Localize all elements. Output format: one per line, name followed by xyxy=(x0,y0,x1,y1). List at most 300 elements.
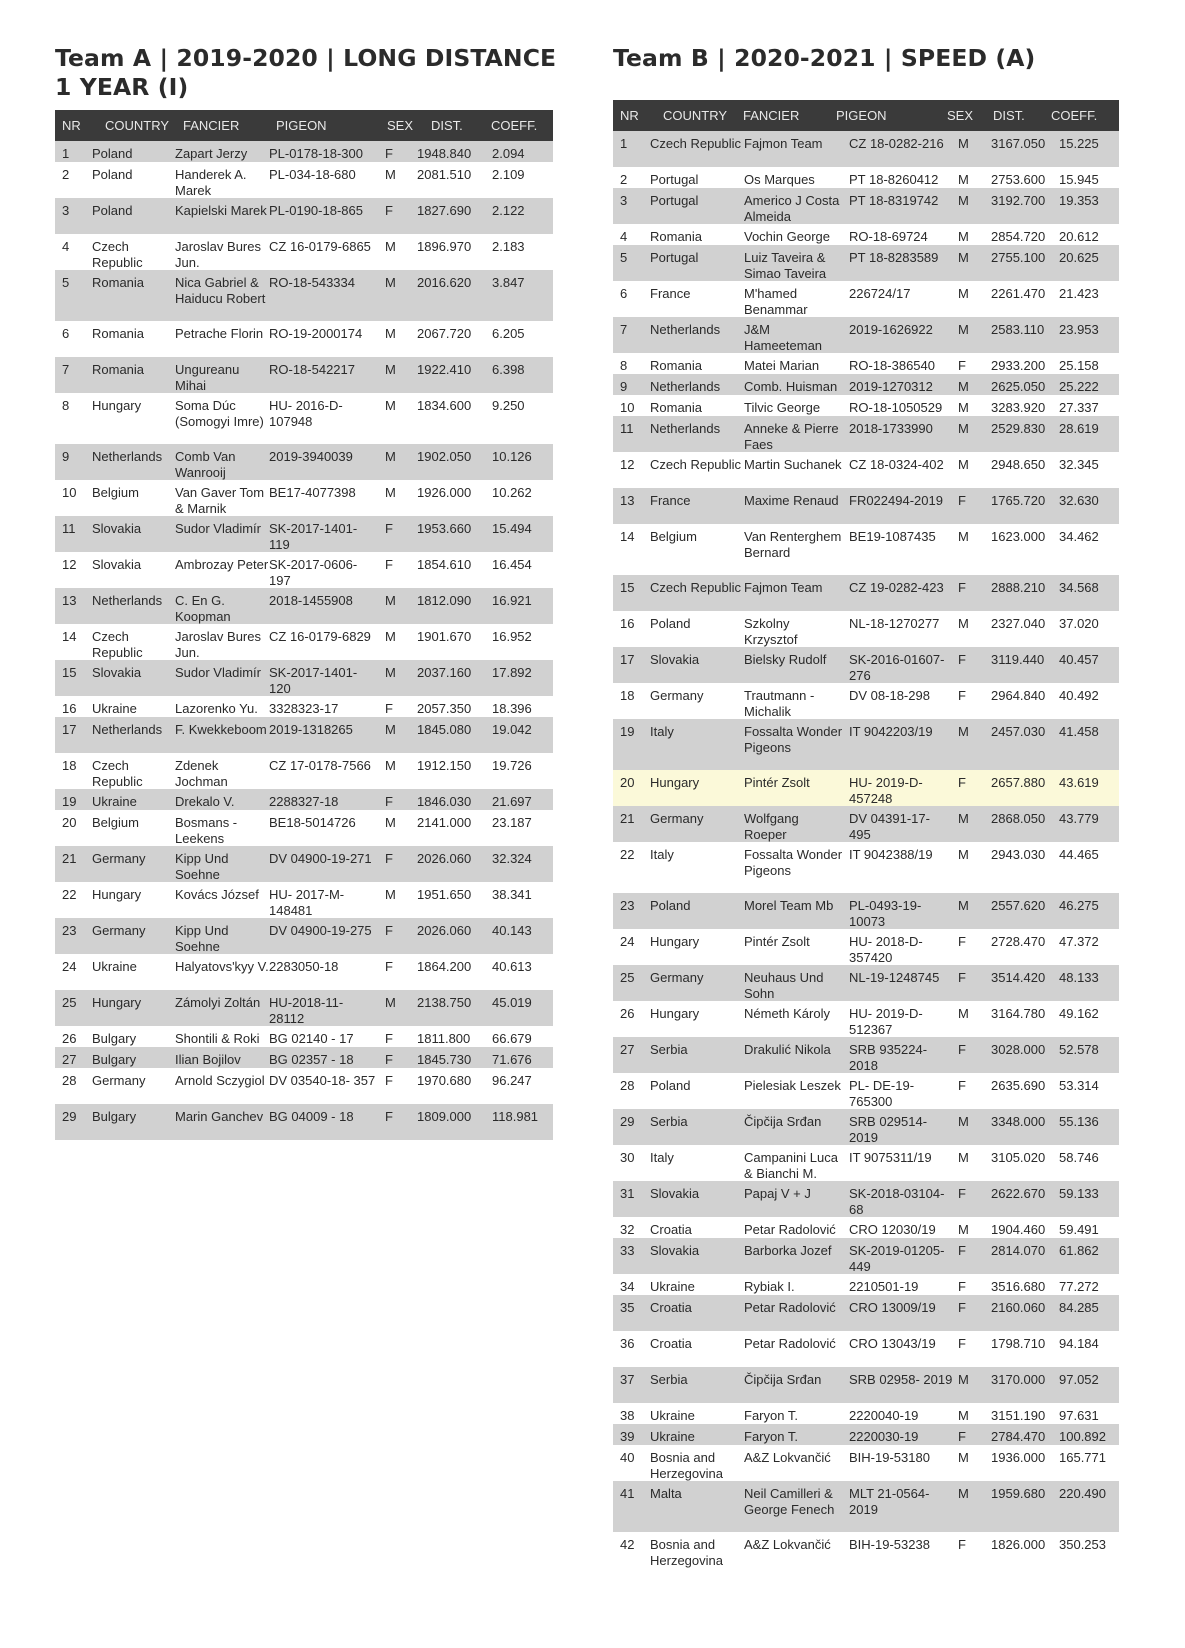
cell-sex: F xyxy=(385,959,393,974)
table-row xyxy=(613,353,1119,374)
cell-nr: 24 xyxy=(62,959,77,974)
cell-nr: 36 xyxy=(620,1336,635,1351)
cell-dist: 2261.470 xyxy=(991,286,1046,301)
cell-fancier: Rybiak I. xyxy=(744,1279,795,1294)
cell-pigeon: 2220040-19 xyxy=(849,1408,919,1423)
cell-fancier: Trautmann - Michalik xyxy=(744,688,815,719)
table-row xyxy=(613,842,1119,893)
cell-pigeon: RO-19-2000174 xyxy=(269,326,363,341)
cell-fancier: Luiz Taveira & Simao Taveira xyxy=(744,250,827,281)
cell-nr: 39 xyxy=(620,1429,635,1444)
cell-fancier: Wolfgang Roeper xyxy=(744,811,799,842)
cell-nr: 25 xyxy=(620,970,635,985)
cell-pigeon: SK-2018-03104- 68 xyxy=(849,1186,945,1217)
cell-fancier: J&M Hameeteman xyxy=(744,322,823,353)
cell-fancier: Neil Camilleri & George Fenech xyxy=(744,1486,835,1517)
cell-nr: 13 xyxy=(62,593,77,608)
cell-coeff: 6.398 xyxy=(492,362,525,377)
table-row xyxy=(613,893,1119,929)
cell-coeff: 15.945 xyxy=(1059,172,1099,187)
cell-coeff: 19.726 xyxy=(492,758,532,773)
cell-dist: 1926.000 xyxy=(417,485,472,500)
cell-country: Portugal xyxy=(650,193,699,208)
table-row xyxy=(613,281,1119,317)
cell-dist: 3028.000 xyxy=(991,1042,1046,1057)
cell-country: Netherlands xyxy=(92,593,163,608)
cell-dist: 2138.750 xyxy=(417,995,472,1010)
cell-country: Romania xyxy=(650,229,703,244)
cell-fancier: Vochin George xyxy=(744,229,831,244)
cell-sex: M xyxy=(385,449,396,464)
table-row xyxy=(55,1104,553,1140)
cell-sex: F xyxy=(385,701,393,716)
cell-nr: 17 xyxy=(620,652,635,667)
table-row xyxy=(55,321,553,357)
cell-pigeon: PT 18-8260412 xyxy=(849,172,939,187)
cell-coeff: 38.341 xyxy=(492,887,532,902)
cell-country: Czech Republic xyxy=(92,239,143,270)
cell-nr: 16 xyxy=(62,701,77,716)
cell-nr: 2 xyxy=(620,172,628,187)
cell-pigeon: SK-2017-1401- 119 xyxy=(269,521,358,552)
cell-country: Poland xyxy=(650,616,691,631)
cell-fancier: Pielesiak Leszek xyxy=(744,1078,841,1093)
cell-fancier: Sudor Vladimír xyxy=(175,665,261,680)
cell-nr: 19 xyxy=(62,794,77,809)
cell-pigeon: RO-18-386540 xyxy=(849,358,935,373)
cell-fancier: Soma Dúc (Somogyi Imre) xyxy=(175,398,264,429)
cell-nr: 28 xyxy=(620,1078,635,1093)
cell-pigeon: BIH-19-53180 xyxy=(849,1450,930,1465)
cell-sex: F xyxy=(385,557,393,572)
cell-dist: 1846.030 xyxy=(417,794,472,809)
cell-dist: 2037.160 xyxy=(417,665,472,680)
cell-dist: 2067.720 xyxy=(417,326,472,341)
cell-fancier: Pintér Zsolt xyxy=(744,934,810,949)
cell-country: Belgium xyxy=(92,815,139,830)
table-row xyxy=(613,647,1119,683)
cell-dist: 2814.070 xyxy=(991,1243,1046,1258)
cell-fancier: Faryon T. xyxy=(744,1408,798,1423)
header-dist: DIST. xyxy=(993,108,1025,123)
cell-fancier: Faryon T. xyxy=(744,1429,798,1444)
cell-country: Ukraine xyxy=(92,794,137,809)
cell-dist: 2081.510 xyxy=(417,167,472,182)
cell-country: Netherlands xyxy=(92,722,163,737)
cell-sex: M xyxy=(958,1408,969,1423)
cell-pigeon: 2019-1626922 xyxy=(849,322,933,337)
cell-coeff: 77.272 xyxy=(1059,1279,1099,1294)
cell-sex: F xyxy=(385,1052,393,1067)
cell-dist: 2948.650 xyxy=(991,457,1046,472)
table-row xyxy=(613,1001,1119,1037)
cell-sex: M xyxy=(958,229,969,244)
team-a-title xyxy=(55,44,556,102)
cell-pigeon: BE17-4077398 xyxy=(269,485,356,500)
cell-country: Slovakia xyxy=(650,1186,700,1201)
cell-country: Germany xyxy=(92,923,146,938)
cell-coeff: 9.250 xyxy=(492,398,525,413)
cell-pigeon: 226724/17 xyxy=(849,286,911,301)
cell-fancier: Campanini Luca & Bianchi M. xyxy=(744,1150,838,1181)
table-row xyxy=(55,162,553,198)
cell-coeff: 97.052 xyxy=(1059,1372,1099,1387)
table-row xyxy=(613,965,1119,1001)
cell-fancier: A&Z Lokvančić xyxy=(744,1537,831,1552)
cell-pigeon: SK-2019-01205- 449 xyxy=(849,1243,945,1274)
cell-pigeon: SK-2017-0606- 197 xyxy=(269,557,358,588)
cell-fancier: Van Gaver Tom & Marnik xyxy=(175,485,265,516)
cell-fancier: Bielsky Rudolf xyxy=(744,652,827,667)
cell-country: Ukraine xyxy=(92,959,137,974)
cell-pigeon: SK-2017-1401- 120 xyxy=(269,665,358,696)
cell-country: Italy xyxy=(650,847,674,862)
cell-fancier: Comb Van Wanrooij xyxy=(175,449,236,480)
cell-coeff: 52.578 xyxy=(1059,1042,1099,1057)
cell-pigeon: PT 18-8319742 xyxy=(849,193,939,208)
cell-sex: F xyxy=(958,688,966,703)
cell-coeff: 2.183 xyxy=(492,239,525,254)
cell-fancier: A&Z Lokvančić xyxy=(744,1450,831,1465)
cell-dist: 2160.060 xyxy=(991,1300,1046,1315)
cell-fancier: Kapielski Marek xyxy=(175,203,267,218)
table-row xyxy=(613,452,1119,488)
cell-nr: 11 xyxy=(620,421,634,436)
cell-country: Bulgary xyxy=(92,1031,137,1046)
cell-coeff: 41.458 xyxy=(1059,724,1099,739)
cell-sex: F xyxy=(385,851,393,866)
cell-fancier: Maxime Renaud xyxy=(744,493,839,508)
cell-sex: M xyxy=(958,1114,969,1129)
cell-sex: F xyxy=(385,146,393,161)
cell-dist: 1896.970 xyxy=(417,239,472,254)
cell-dist: 3514.420 xyxy=(991,970,1046,985)
cell-coeff: 220.490 xyxy=(1059,1486,1106,1501)
cell-country: Serbia xyxy=(650,1042,688,1057)
cell-pigeon: CZ 19-0282-423 xyxy=(849,580,944,595)
cell-pigeon: BIH-19-53238 xyxy=(849,1537,930,1552)
cell-pigeon: 2283050-18 xyxy=(269,959,339,974)
cell-pigeon: NL-19-1248745 xyxy=(849,970,940,985)
cell-coeff: 40.492 xyxy=(1059,688,1099,703)
cell-nr: 6 xyxy=(62,326,70,341)
cell-fancier: Matei Marian xyxy=(744,358,820,373)
cell-coeff: 94.184 xyxy=(1059,1336,1099,1351)
cell-nr: 20 xyxy=(62,815,77,830)
table-row xyxy=(55,270,553,321)
cell-fancier: Anneke & Pierre Faes xyxy=(744,421,839,452)
cell-fancier: Handerek A. Marek xyxy=(175,167,247,198)
cell-dist: 2868.050 xyxy=(991,811,1046,826)
cell-country: Germany xyxy=(650,811,704,826)
cell-dist: 1845.730 xyxy=(417,1052,472,1067)
header-sex: SEX xyxy=(387,118,414,133)
cell-fancier: Pintér Zsolt xyxy=(744,775,810,790)
cell-fancier: Sudor Vladimír xyxy=(175,521,261,536)
table-row xyxy=(613,1145,1119,1181)
cell-pigeon: RO-18-542217 xyxy=(269,362,355,377)
cell-fancier: Marin Ganchev xyxy=(175,1109,264,1124)
cell-nr: 4 xyxy=(620,229,628,244)
cell-dist: 1845.080 xyxy=(417,722,472,737)
cell-pigeon: IT 9042388/19 xyxy=(849,847,933,862)
cell-country: Bosnia and Herzegovina xyxy=(650,1450,723,1481)
cell-nr: 6 xyxy=(620,286,628,301)
cell-fancier: Van Renterghem Bernard xyxy=(744,529,842,560)
table-row xyxy=(55,1068,553,1104)
cell-country: Croatia xyxy=(650,1336,692,1351)
cell-fancier: Drakulić Nikola xyxy=(744,1042,831,1057)
cell-pigeon: 2288327-18 xyxy=(269,794,339,809)
cell-nr: 4 xyxy=(62,239,70,254)
cell-country: Romania xyxy=(650,358,703,373)
cell-nr: 21 xyxy=(62,851,77,866)
header-country: COUNTRY xyxy=(105,118,170,133)
cell-country: Czech Republic xyxy=(92,629,143,660)
table-row xyxy=(613,770,1119,806)
cell-country: Bulgary xyxy=(92,1109,137,1124)
cell-coeff: 3.847 xyxy=(492,275,525,290)
table-row xyxy=(613,188,1119,224)
cell-pigeon: CZ 18-0282-216 xyxy=(849,136,944,151)
cell-fancier: Zdenek Jochman xyxy=(175,758,228,789)
cell-fancier: C. En G. Koopman xyxy=(175,593,231,624)
cell-sex: M xyxy=(958,286,969,301)
cell-dist: 2026.060 xyxy=(417,923,472,938)
cell-dist: 1765.720 xyxy=(991,493,1046,508)
table-row xyxy=(55,717,553,753)
cell-nr: 19 xyxy=(620,724,635,739)
cell-pigeon: FR022494-2019 xyxy=(849,493,943,508)
cell-fancier: Kovács József xyxy=(175,887,259,902)
cell-coeff: 58.746 xyxy=(1059,1150,1099,1165)
cell-country: Poland xyxy=(92,146,133,161)
team-a-table xyxy=(55,110,553,1140)
cell-coeff: 118.981 xyxy=(492,1109,539,1124)
cell-coeff: 71.676 xyxy=(492,1052,532,1067)
cell-dist: 2327.040 xyxy=(991,616,1046,631)
cell-coeff: 84.285 xyxy=(1059,1300,1099,1315)
cell-sex: M xyxy=(385,887,396,902)
cell-pigeon: CZ 17-0178-7566 xyxy=(269,758,371,773)
cell-coeff: 34.568 xyxy=(1059,580,1099,595)
cell-country: Portugal xyxy=(650,250,699,265)
cell-country: France xyxy=(650,286,691,301)
cell-dist: 1936.000 xyxy=(991,1450,1046,1465)
cell-pigeon: RO-18-1050529 xyxy=(849,400,943,415)
cell-fancier: Papaj V + J xyxy=(744,1186,811,1201)
cell-country: Bosnia and Herzegovina xyxy=(650,1537,723,1568)
cell-sex: F xyxy=(385,1109,393,1124)
cell-coeff: 25.222 xyxy=(1059,379,1099,394)
cell-sex: F xyxy=(385,203,393,218)
table-row xyxy=(55,810,553,846)
header-country: COUNTRY xyxy=(663,108,728,123)
cell-sex: F xyxy=(958,1042,966,1057)
cell-dist: 2784.470 xyxy=(991,1429,1046,1444)
cell-nr: 8 xyxy=(62,398,70,413)
cell-sex: M xyxy=(958,724,969,739)
cell-nr: 1 xyxy=(62,146,70,161)
cell-country: Ukraine xyxy=(650,1279,695,1294)
cell-dist: 1809.000 xyxy=(417,1109,472,1124)
cell-dist: 2964.840 xyxy=(991,688,1046,703)
cell-dist: 1623.000 xyxy=(991,529,1046,544)
cell-pigeon: DV 04900-19-271 xyxy=(269,851,372,866)
cell-sex: M xyxy=(958,250,969,265)
cell-country: Hungary xyxy=(92,887,142,902)
table-row xyxy=(613,167,1119,188)
table-row xyxy=(55,444,553,480)
cell-sex: M xyxy=(958,1450,969,1465)
cell-coeff: 59.491 xyxy=(1059,1222,1099,1237)
cell-nr: 5 xyxy=(62,275,70,290)
cell-coeff: 21.423 xyxy=(1059,286,1099,301)
cell-nr: 3 xyxy=(62,203,70,218)
cell-country: Hungary xyxy=(92,398,142,413)
cell-sex: F xyxy=(385,1031,393,1046)
cell-country: Netherlands xyxy=(92,449,163,464)
cell-fancier: Neuhaus Und Sohn xyxy=(744,970,824,1001)
cell-coeff: 48.133 xyxy=(1059,970,1099,985)
cell-fancier: Ambrozay Peter xyxy=(175,557,269,572)
table-row xyxy=(613,395,1119,416)
cell-coeff: 2.122 xyxy=(492,203,525,218)
cell-pigeon: MLT 21-0564- 2019 xyxy=(849,1486,930,1517)
team-b-title-line1: Team B | 2020-2021 | SPEED (A) xyxy=(613,44,1036,72)
cell-coeff: 66.679 xyxy=(492,1031,532,1046)
cell-dist: 2854.720 xyxy=(991,229,1046,244)
cell-pigeon: 2220030-19 xyxy=(849,1429,919,1444)
cell-country: Slovakia xyxy=(650,1243,700,1258)
table-row xyxy=(613,1073,1119,1109)
table-row xyxy=(613,1403,1119,1424)
cell-sex: M xyxy=(958,457,969,472)
cell-nr: 29 xyxy=(62,1109,77,1124)
cell-nr: 25 xyxy=(62,995,77,1010)
cell-fancier: Bosmans - Leekens xyxy=(175,815,238,846)
cell-pigeon: HU- 2019-D-457248 xyxy=(849,775,923,806)
cell-coeff: 19.353 xyxy=(1059,193,1099,208)
cell-fancier: Os Marques xyxy=(744,172,815,187)
table-row xyxy=(613,524,1119,575)
cell-dist: 2622.670 xyxy=(991,1186,1046,1201)
cell-country: Romania xyxy=(650,400,703,415)
cell-dist: 2888.210 xyxy=(991,580,1046,595)
cell-sex: F xyxy=(385,794,393,809)
cell-country: Italy xyxy=(650,724,674,739)
cell-sex: F xyxy=(958,493,966,508)
cell-fancier: F. Kwekkeboom xyxy=(175,722,267,737)
cell-nr: 27 xyxy=(62,1052,77,1067)
cell-fancier: M'hamed Benammar xyxy=(744,286,808,317)
cell-dist: 2753.600 xyxy=(991,172,1046,187)
cell-nr: 34 xyxy=(620,1279,635,1294)
cell-sex: F xyxy=(958,358,966,373)
cell-sex: F xyxy=(958,580,966,595)
cell-fancier: Arnold Sczygiol xyxy=(175,1073,265,1088)
header-nr: NR xyxy=(620,108,639,123)
cell-dist: 2457.030 xyxy=(991,724,1046,739)
cell-nr: 23 xyxy=(620,898,635,913)
cell-dist: 1904.460 xyxy=(991,1222,1046,1237)
cell-pigeon: DV 08-18-298 xyxy=(849,688,930,703)
cell-sex: M xyxy=(385,275,396,290)
table-row xyxy=(613,719,1119,770)
cell-pigeon: BG 02357 - 18 xyxy=(269,1052,354,1067)
cell-nr: 13 xyxy=(620,493,635,508)
cell-coeff: 6.205 xyxy=(492,326,525,341)
cell-sex: M xyxy=(958,322,969,337)
cell-coeff: 16.952 xyxy=(492,629,532,644)
cell-sex: M xyxy=(958,1486,969,1501)
cell-fancier: Lazorenko Yu. xyxy=(175,701,258,716)
cell-dist: 1959.680 xyxy=(991,1486,1046,1501)
header-dist: DIST. xyxy=(431,118,463,133)
cell-pigeon: BG 04009 - 18 xyxy=(269,1109,354,1124)
table-row xyxy=(55,588,553,624)
cell-sex: F xyxy=(958,1429,966,1444)
cell-country: Netherlands xyxy=(650,322,721,337)
cell-coeff: 44.465 xyxy=(1059,847,1099,862)
cell-sex: F xyxy=(958,1336,966,1351)
cell-fancier: Halyatovs'kyy V. xyxy=(175,959,269,974)
table-row xyxy=(613,1424,1119,1445)
cell-fancier: Comb. Huisman xyxy=(744,379,838,394)
cell-coeff: 15.494 xyxy=(492,521,532,536)
cell-coeff: 37.020 xyxy=(1059,616,1099,631)
cell-pigeon: DV 04900-19-275 xyxy=(269,923,372,938)
cell-sex: F xyxy=(958,934,966,949)
cell-nr: 32 xyxy=(620,1222,635,1237)
cell-coeff: 2.109 xyxy=(492,167,525,182)
table-row xyxy=(55,882,553,918)
cell-country: Germany xyxy=(92,851,146,866)
cell-nr: 27 xyxy=(620,1042,635,1057)
cell-coeff: 32.630 xyxy=(1059,493,1099,508)
table-row xyxy=(55,789,553,810)
cell-fancier: Čipčija Srđan xyxy=(744,1114,822,1129)
cell-dist: 2529.830 xyxy=(991,421,1046,436)
cell-sex: M xyxy=(385,326,396,341)
cell-dist: 3348.000 xyxy=(991,1114,1046,1129)
cell-nr: 22 xyxy=(620,847,635,862)
cell-fancier: Petar Radolović xyxy=(744,1336,836,1351)
cell-nr: 9 xyxy=(620,379,628,394)
cell-nr: 8 xyxy=(620,358,628,373)
cell-nr: 29 xyxy=(620,1114,635,1129)
cell-sex: F xyxy=(385,1073,393,1088)
cell-fancier: Nica Gabriel & Haiducu Robert xyxy=(175,275,266,306)
cell-nr: 38 xyxy=(620,1408,635,1423)
cell-dist: 2057.350 xyxy=(417,701,472,716)
table-row xyxy=(55,624,553,660)
cell-nr: 18 xyxy=(62,758,77,773)
cell-country: Croatia xyxy=(650,1300,692,1315)
cell-nr: 23 xyxy=(62,923,77,938)
cell-country: Hungary xyxy=(650,1006,700,1021)
cell-dist: 3170.000 xyxy=(991,1372,1046,1387)
cell-country: Czech Republic xyxy=(650,580,742,595)
cell-nr: 11 xyxy=(62,521,76,536)
cell-dist: 1827.690 xyxy=(417,203,472,218)
table-row xyxy=(613,1109,1119,1145)
cell-sex: F xyxy=(958,775,966,790)
table-row xyxy=(613,1037,1119,1073)
header-fancier: FANCIER xyxy=(743,108,800,123)
table-row xyxy=(613,1181,1119,1217)
cell-pigeon: CRO 13043/19 xyxy=(849,1336,936,1351)
